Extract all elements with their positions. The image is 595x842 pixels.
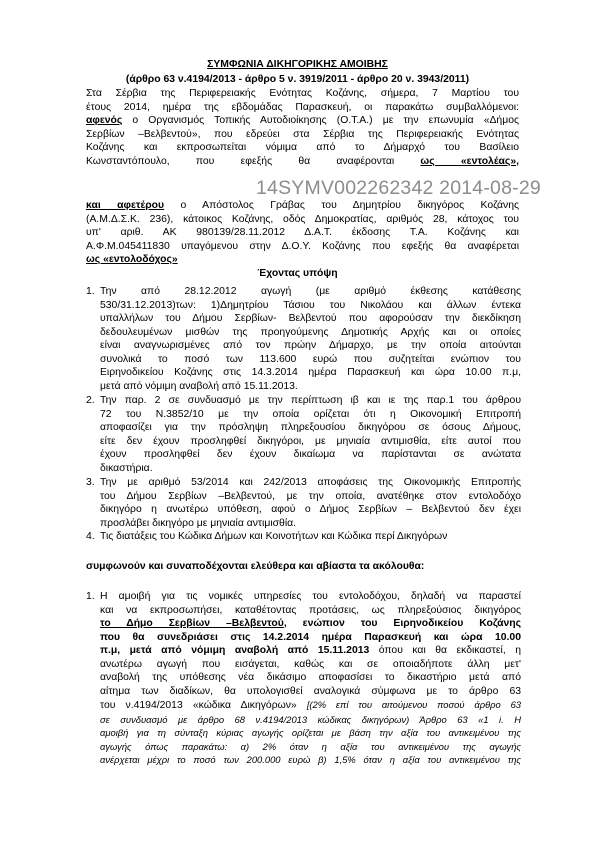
clause-line [100,698,521,713]
intro-line [86,114,519,128]
item-line: δικηγόρο η ανωτέρω υπόθεση, αφού ο Δήμος Σερβίων – Βελβεντού δεν έχει [100,504,521,515]
clause-line: αμοιβή για τη σύνταξη κύριας αγωγής ορίζεται με βάση την αξία του αντικειμένου της [100,727,521,738]
mandator-label: ως «εντολέας» [420,155,517,167]
party2-line [86,199,519,213]
clause-line: ανέρχεται μέχρι το ποσό των 200.000 ευρώ β) 1,5% όταν η αξία του αντικειμένου της [100,754,521,765]
clause-text: όπου και θα εκδικαστεί, η [369,645,521,656]
item-line: Την με αριθμό 53/2014 και 242/2013 αποφάσεις της Οικονομικής Επιτροπής [100,477,521,488]
considering-item-4 [86,530,540,544]
party2-line [86,253,519,267]
intro-text: , [516,155,519,167]
item-number: 3. [86,477,95,488]
item-line: Την από 28.12.2012 αγωγή (με αριθμό έκθεσης κατάθεσης [100,286,521,297]
party2-line: Α.Φ.Μ.045411830 υπαγόμενου στην Δ.Ο.Υ. Κοζάνης που εφεξής θα αναφέρεται [86,240,519,252]
clause-text: του ν.4194/2013 «κώδικα Δικηγόρων» [100,700,307,711]
item-line: του Δήμου Σερβίων –Βελβεντού, με την οποία, ανατέθηκε στον εντολοδόχο [100,490,521,502]
item-line: υπαλλήλων του Δήμου Σερβίων- Βελβεντού που αφορούσαν την διεκδίκηση [100,313,521,324]
item-number: 1. [86,286,95,297]
mandatary-label: ως «εντολοδόχος» [86,254,178,265]
item-line: δικαστήρια. [100,462,153,474]
intro-text: Κωνσταντόπουλο, που εφεξής θα αναφέρονται [86,155,421,167]
considering-item-2 [86,394,521,475]
clause-text: π.μ, μετά από νόμιμη αναβολή από 15.11.2013 [100,645,370,656]
intro-line: Σερβίων –Βελβεντού», που εδρεύει στα Σέρβια της Περιφερειακής Ενότητας [86,128,519,140]
clause-line: και να εκπροσωπήσει, καταθέτοντας προτάσεις, ως πληρεξούσιος δικηγόρος [100,604,521,616]
ada-stamp: 14SYMV002262342 2014-08-29 [256,177,541,199]
considering-item-3 [86,476,521,530]
considering-item-1 [86,285,521,393]
clause-line: αίτημα των διαδίκων, θα υπολογισθεί αναλογικά σύμφωνα με το άρθρο 63 [100,685,521,697]
document-subtitle: (άρθρο 63 ν.4194/2013 - άρθρο 5 ν. 3919/2011 - άρθρο 20 ν. 3943/2011) [125,74,470,85]
item-line: δεδουλευμένων μισθών της προηγούμενης Δημοτικής Αρχής και οι οποίες [100,326,521,338]
clause-line: αγωγής όπως παρακάτω: α) 2% όταν η αξία του αντικειμένου της αγωγής [100,740,521,752]
intro-line: Κοζάνης και εκπροσωπείται νόμιμα από το Δήμαρχό του Βασίλειο [86,142,519,153]
considering-heading: Έχοντας υπόψη [257,268,338,279]
item-line: προσλάβει δικηγόρο με μηνιαία αντιμισθία. [100,517,297,529]
client-name: το Δήμο Σερβίων –Βελβεντού [100,618,284,629]
clause-line [100,644,521,658]
clause-line: ανωτέρω αγωγή που εισάγεται, καθώς και σε οποιαδήποτε άλλη μετ' [100,658,521,670]
item-line: είτε δεν έχουν προσληφθεί δικηγόροι, με μηνιαία αντιμισθία, είτε αυτοί που [100,435,521,447]
item-line: έχουν προσληφθεί δεν έχουν δικαίωμα να παρίστανται σε ανώτατα [100,449,521,460]
intro-line: Στα Σέρβια της Περιφερειακής Ενότητας Κοζάνης, σήμερα, 7 Μαρτίου του [86,88,519,99]
item-line: Τις διατάξεις του Κώδικα Δήμων και Κοινοτήτων και Κώδικα περί Δικηγόρων [100,531,448,542]
item-number: 2. [86,395,95,406]
intro-line [86,155,519,169]
intro-line: έτους 2014, ημέρα της εβδομάδας Παρασκευή, οι παρακάτω συμβαλλόμενοι: [86,101,519,113]
item-line: μετά από νόμιμη αναβολή από 15.11.2013. [100,380,298,392]
clause-line [100,617,521,631]
agreement-statement: συμφωνούν και συναποδέχονται ελεύθερα και αβίαστα τα ακόλουθα: [86,561,425,572]
item-line: Την παρ. 2 σε συνδυασμό με την περίπτωση ιβ και ιε της παρ.1 του άρθρου [100,395,521,406]
party2-line: (Α.Μ.Δ.Σ.Κ. 236), κάτοικος Κοζάνης, οδός Δημοκρατίας, αριθμός 28, κάτοχος του [86,213,519,225]
item-number: 4. [86,531,95,542]
clause-number: 1. [86,591,95,602]
item-line: Ειρηνοδικείου Κοζάνης στις 14.3.2014 ημέρα Παρασκευή και ώρα 10.00 π.μ, [100,367,521,378]
clause-line: σε συνδυασμό με άρθρο 68 ν.4194/2013 κώδικας δικηγόρων) Άρθρο 63 «1 i. Η [100,713,521,725]
clause-line: αναβολή της υπόθεσης νέα δικάσιμο αποφασίσει το δικαστήριο μετά από [100,672,521,683]
clause-text: , ενώπιον του Ειρηνοδικείου Κοζάνης [283,618,521,629]
party2-text: ο Απόστολος Γράβας του Δημητρίου δικηγόρος Κοζάνης [164,200,519,211]
item-line: 530/31.12.2013)των: 1)Δημητρίου Τάσιου του Νικολάου και άλλων έντεκα [100,299,521,311]
clause-1 [86,590,521,767]
document-title [60,58,535,72]
party2-line: υπ' αριθ. ΑΚ 980139/28.11.2012 Δ.Α.Τ. έκδοσης Τ.Α. Κοζάνης και [86,227,519,238]
intro-text: ο Οργανισμός Τοπικής Αυτοδιοίκησης (Ο.Τ.Α.) με την επωνυμία «Δήμος [122,115,519,126]
clause-line: Η αμοιβή για τις νομικές υπηρεσίες του εντολοδόχου, δηλαδή να παραστεί [100,591,521,602]
intro-paragraph [86,87,519,114]
item-line: συνολικά το ποσό των 113.600 ευρώ που συζητείται ενώπιον του [100,353,521,365]
party2-paragraph [86,199,519,267]
clause-line: που θα συνεδριάσει στις 14.2.2014 ημέρα Παρασκευή και ώρα 10.00 [100,631,521,643]
party2-keyword: και αφετέρου [86,200,165,211]
item-line: 72 του Ν.3852/10 με την οποία ορίζεται ότι η Οικονομική Επιτροπή [100,408,521,420]
party1-keyword: αφενός [86,115,123,126]
intro-party1 [86,114,519,168]
title-text: ΣΥΜΦΩΝΙΑ ΔΙΚΗΓΟΡΙΚΗΣ ΑΜΟΙΒΗΣ [207,59,388,70]
item-line: είναι αναγνωρισμένες από τον πρώην Δήμαρχο, με την οποία αιτούνται [100,340,521,351]
item-line: αποφασίζει για την πρόσληψη πληρεξουσίου δικηγόρου σε όσους Δήμους, [100,422,521,433]
clause-text: [(2% επί του αιτούμενου ποσού άρθρο 63 [306,699,521,710]
